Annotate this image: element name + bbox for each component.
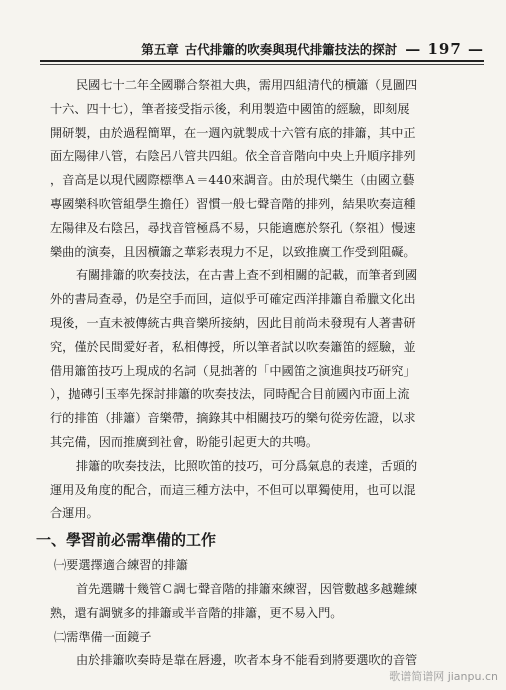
text-line: 開研製，由於過程簡單，在一週內就製成十六管有底的排簫，其中正	[50, 125, 416, 140]
text-line: 民國七十二年全國聯合祭祖大典，需用四組清代的櫝簫（見圖四	[76, 78, 418, 92]
text-line: 由於排簫吹奏時是靠在唇邊，吹者本身不能看到將要選吹的音管	[76, 653, 418, 668]
paragraph-1	[50, 74, 470, 264]
text-line: 熟，還有調號多的排簫或半音階的排簫，更不易入門。	[50, 605, 343, 620]
paragraph-2	[50, 264, 470, 454]
text-line: 現後，一直未被傳統古典音樂所接納，因此目前尚未發現有人著書研	[50, 315, 416, 330]
text-line: 外的書局查尋，仍是空手而回，這似乎可確定西洋排簫自希臘文化出	[50, 292, 416, 307]
text-line: 借用簫笛技巧上現成的名詞（見拙著的「中國笛之演進與技巧研究」	[50, 363, 416, 378]
paragraph-3	[50, 455, 470, 526]
text-line: 究，僅於民間愛好者，私相傳授，所以筆者試以吹奏簫笛的經驗，並	[50, 339, 416, 354]
subsection-heading: ㈠要選擇適合練習的排簫	[54, 558, 189, 573]
text-line: 專國樂科吹管組學生擔任）習慣一般七聲音階的排列，結果吹奏這種	[50, 196, 416, 211]
text-line: 其完備，因而推廣到社會，盼能引起更大的共鳴。	[50, 434, 319, 449]
text-line: ，音高是以現代國際標準Ａ＝440來調音。由於現代樂生（由國立藝	[50, 173, 415, 188]
subsection-heading: ㈡需準備一面鏡子	[54, 629, 152, 644]
subsection-1	[50, 554, 470, 625]
header-rule-thin	[40, 64, 484, 65]
text-line: 運用及角度的配合，而這三種方法中，不但可以單獨使用，也可以混	[50, 482, 416, 497]
text-line: 行的排笛（排簫）音樂帶，摘錄其中相關技巧的樂句從旁佐證，以求	[50, 411, 416, 426]
text-line: 十六、四十七），筆者接受指示後，利用製造中國笛的經驗，即刻展	[50, 101, 410, 116]
subsection-2	[50, 626, 470, 674]
text-line: 面左陽律八管，右陰呂八管共四組。依全音音階向中央上升順序排列	[50, 149, 416, 164]
chapter-label: 第五章	[141, 42, 179, 57]
section-heading: 一、學習前必需準備的工作	[36, 531, 217, 550]
site-watermark: 歌谱简谱网 jianpu.cn	[389, 670, 498, 683]
body-text	[36, 74, 470, 673]
text-line: 左陽律及右陰呂，尋找音管極爲不易，只能適應於祭孔（祭祖）慢速	[50, 220, 416, 235]
text-line: 排簫的吹奏技法，比照吹笛的技巧，可分爲氣息的表達，舌頭的	[76, 458, 418, 473]
running-header	[40, 36, 484, 58]
header-rule-thick	[40, 60, 484, 62]
text-line: 有關排簫的吹奏技法，在古書上查不到相關的記載，而筆者到國	[76, 268, 418, 283]
chapter-title: 古代排簫的吹奏與現代排簫技法的探討	[184, 42, 398, 57]
text-line: ），抛磚引玉率先探討排簫的吹奏技法，同時配合目前國內市面上流	[50, 387, 410, 402]
page-number: — 197 —	[405, 40, 484, 58]
text-line: 合運用。	[50, 506, 99, 521]
text-line: 首先選購十幾管Ｃ調七聲音階的排簫來練習，因管數越多越難練	[76, 581, 418, 596]
text-line: 樂曲的演奏，且因櫝簫之華彩表現力不足，以致推廣工作受到阻礙。	[50, 244, 416, 259]
